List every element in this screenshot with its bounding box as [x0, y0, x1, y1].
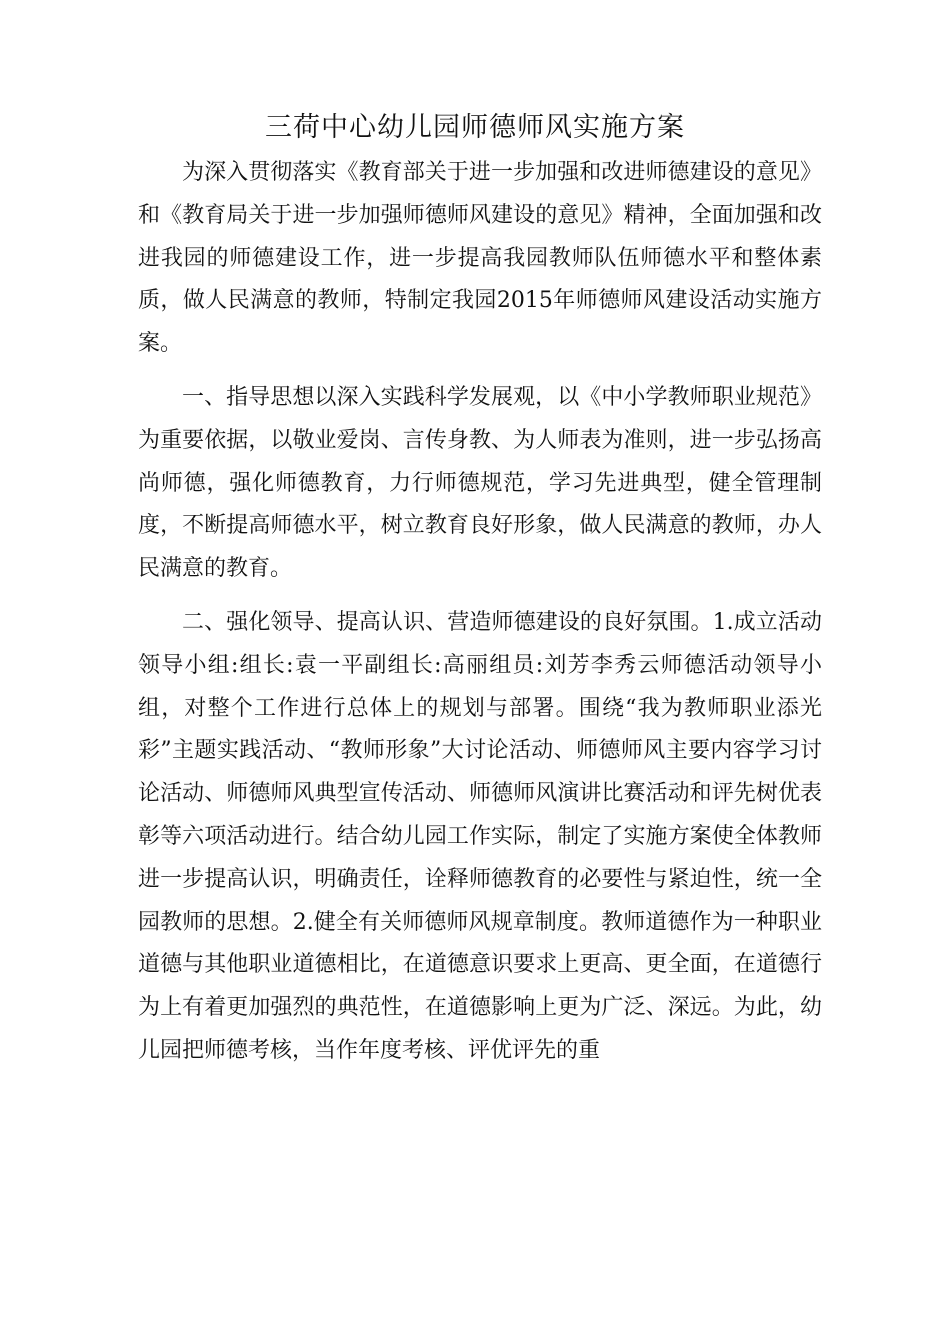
- document-body: [138, 152, 822, 1084]
- document-title: 三荷中心幼儿园师德师风实施方案: [265, 112, 685, 143]
- paragraph-intro: 为深入贯彻落实《教育部关于进一步加强和改进师德建设的意见》和《教育局关于进一步加强师德师风建设的意见》精神，全面加强和改进我园的师德建设工作，进一步提高我园教师队伍师德水平和整体素质，做人民满意的教师，特制定我园2015年师德师风建设活动实施方案。: [138, 160, 822, 357]
- paragraph-leadership: 二、强化领导、提高认识、营造师德建设的良好氛围。1.成立活动领导小组:组长:袁一平副组长:高丽组员:刘芳李秀云师德活动领导小组，对整个工作进行总体上的规划与部署。围绕“我为教师职业添光彩”主题实践活动、“教师形象”大讨论活动、师德师风主要内容学习讨论活动、师德师风典型宣传活动、师德师风演讲比赛活动和评先树优表彰等六项活动进行。结合幼儿园工作实际，制定了实施方案使全体教师进一步提高认识，明确责任，诠释师德教育的必要性与紧迫性，统一全园教师的思想。2.健全有关师德师风规章制度。教师道德作为一种职业道德与其他职业道德相比，在道德意识要求上更高、更全面，在道德行为上有着更加强烈的典范性，在道德影响上更为广泛、深远。为此，幼儿园把师德考核，当作年度考核、评优评先的重: [138, 609, 822, 1063]
- paragraph-guiding-ideology: 一、指导思想以深入实践科学发展观，以《中小学教师职业规范》为重要依据，以敬业爱岗、言传身教、为人师表为准则，进一步弘扬高尚师德，强化师德教育，力行师德规范，学习先进典型，健全管理制度，不断提高师德水平，树立教育良好形象，做人民满意的教师，办人民满意的教育。: [138, 384, 822, 582]
